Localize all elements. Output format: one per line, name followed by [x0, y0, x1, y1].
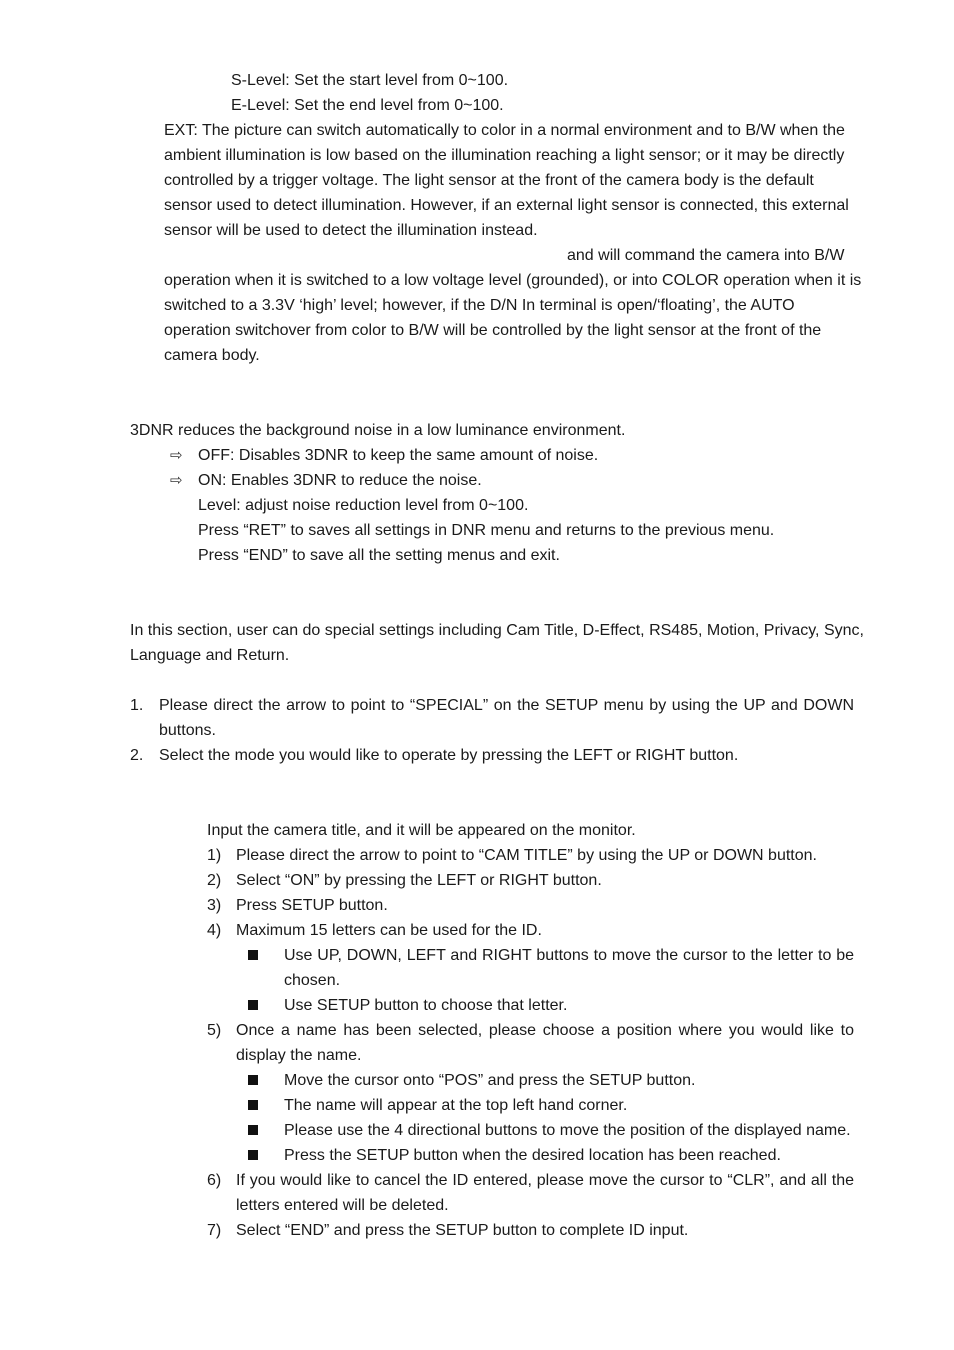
cam-title-intro: Input the camera title, and it will be appeared on the monitor. — [207, 822, 636, 839]
dnr-off-text: OFF: Disables 3DNR to keep the same amount of noise. — [198, 447, 599, 464]
dn-paragraph-line: camera body. — [164, 347, 260, 364]
special-intro-line: In this section, user can do special settings including Cam Title, D-Effect, RS485, Motion, Privacy, Sync, — [130, 622, 864, 639]
cam-title-bullet-text: Press the SETUP button when the desired location has been reached. — [284, 1147, 781, 1164]
cam-title-step-text: Select “ON” by pressing the LEFT or RIGHT button. — [236, 872, 602, 889]
square-bullet-icon — [248, 950, 258, 960]
square-bullet-icon — [248, 1000, 258, 1010]
cam-title-step-text: If you would like to cancel the ID entered, please move the cursor to “CLR”, and all the — [236, 1172, 854, 1189]
dn-paragraph-line: operation switchover from color to B/W will be controlled by the light sensor at the front of the — [164, 322, 822, 339]
cam-title-step-text: Select “END” and press the SETUP button to complete ID input. — [236, 1222, 689, 1239]
square-bullet-icon — [248, 1150, 258, 1160]
step-number: 6) — [207, 1172, 222, 1189]
special-step-text: buttons. — [159, 722, 216, 739]
step-number: 7) — [207, 1222, 222, 1239]
cam-title-step-text: Once a name has been selected, please choose a position where you would like to — [236, 1022, 854, 1039]
s-level-text: S-Level: Set the start level from 0~100. — [231, 72, 509, 89]
square-bullet-icon — [248, 1075, 258, 1085]
ext-paragraph-line: EXT: The picture can switch automatically to color in a normal environment and to B/W when the — [164, 122, 845, 139]
cam-title-step-text: Press SETUP button. — [236, 897, 388, 914]
cam-title-bullet-text: The name will appear at the top left hand corner. — [284, 1097, 628, 1114]
square-bullet-icon — [248, 1100, 258, 1110]
step-number: 1) — [207, 847, 222, 864]
ext-paragraph-line: sensor will be used to detect the illumination instead. — [164, 222, 538, 239]
cam-title-bullet-text: Please use the 4 directional buttons to move the position of the displayed name. — [284, 1122, 851, 1139]
special-step-text: Please direct the arrow to point to “SPECIAL” on the SETUP menu by using the UP and DOWN — [159, 697, 854, 714]
dn-paragraph-line: switched to a 3.3V ‘high’ level; however, if the D/N In terminal is open/‘floating’, the AUTO — [164, 297, 795, 314]
arrow-bullet-icon: ⇨ — [170, 447, 183, 464]
special-step-text: Select the mode you would like to operate by pressing the LEFT or RIGHT button. — [159, 747, 739, 764]
dnr-end-text: Press “END” to save all the setting menus and exit. — [198, 547, 560, 564]
dnr-on-text: ON: Enables 3DNR to reduce the noise. — [198, 472, 482, 489]
step-number: 1. — [130, 697, 144, 714]
step-number: 2) — [207, 872, 222, 889]
cam-title-step-text: display the name. — [236, 1047, 362, 1064]
step-number: 5) — [207, 1022, 222, 1039]
arrow-bullet-icon: ⇨ — [170, 472, 183, 489]
step-number: 3) — [207, 897, 222, 914]
dnr-level-text: Level: adjust noise reduction level from 0~100. — [198, 497, 529, 514]
cam-title-step-text: Please direct the arrow to point to “CAM TITLE” by using the UP or DOWN button. — [236, 847, 817, 864]
ext-paragraph-line: ambient illumination is low based on the illumination reaching a light sensor; or it may be directly — [164, 147, 845, 164]
cam-title-bullet-text: chosen. — [284, 972, 341, 989]
dn-paragraph-line: operation when it is switched to a low voltage level (grounded), or into COLOR operation when it is — [164, 272, 862, 289]
cam-title-bullet-text: Use UP, DOWN, LEFT and RIGHT buttons to move the cursor to the letter to be — [284, 947, 854, 964]
square-bullet-icon — [248, 1125, 258, 1135]
e-level-text: E-Level: Set the end level from 0~100. — [231, 97, 504, 114]
dnr-intro-text: 3DNR reduces the background noise in a low luminance environment. — [130, 422, 626, 439]
special-intro-line: Language and Return. — [130, 647, 290, 664]
cam-title-step-text: Maximum 15 letters can be used for the ID. — [236, 922, 542, 939]
ext-paragraph-line: controlled by a trigger voltage. The light sensor at the front of the camera body is the default — [164, 172, 814, 189]
step-number: 4) — [207, 922, 222, 939]
cam-title-step-text: letters entered will be deleted. — [236, 1197, 449, 1214]
step-number: 2. — [130, 747, 144, 764]
dn-fragment-text: and will command the camera into B/W — [567, 247, 845, 264]
ext-paragraph-line: sensor used to detect illumination. However, if an external light sensor is connected, this external — [164, 197, 849, 214]
cam-title-bullet-text: Move the cursor onto “POS” and press the SETUP button. — [284, 1072, 696, 1089]
cam-title-bullet-text: Use SETUP button to choose that letter. — [284, 997, 568, 1014]
dnr-ret-text: Press “RET” to saves all settings in DNR menu and returns to the previous menu. — [198, 522, 775, 539]
